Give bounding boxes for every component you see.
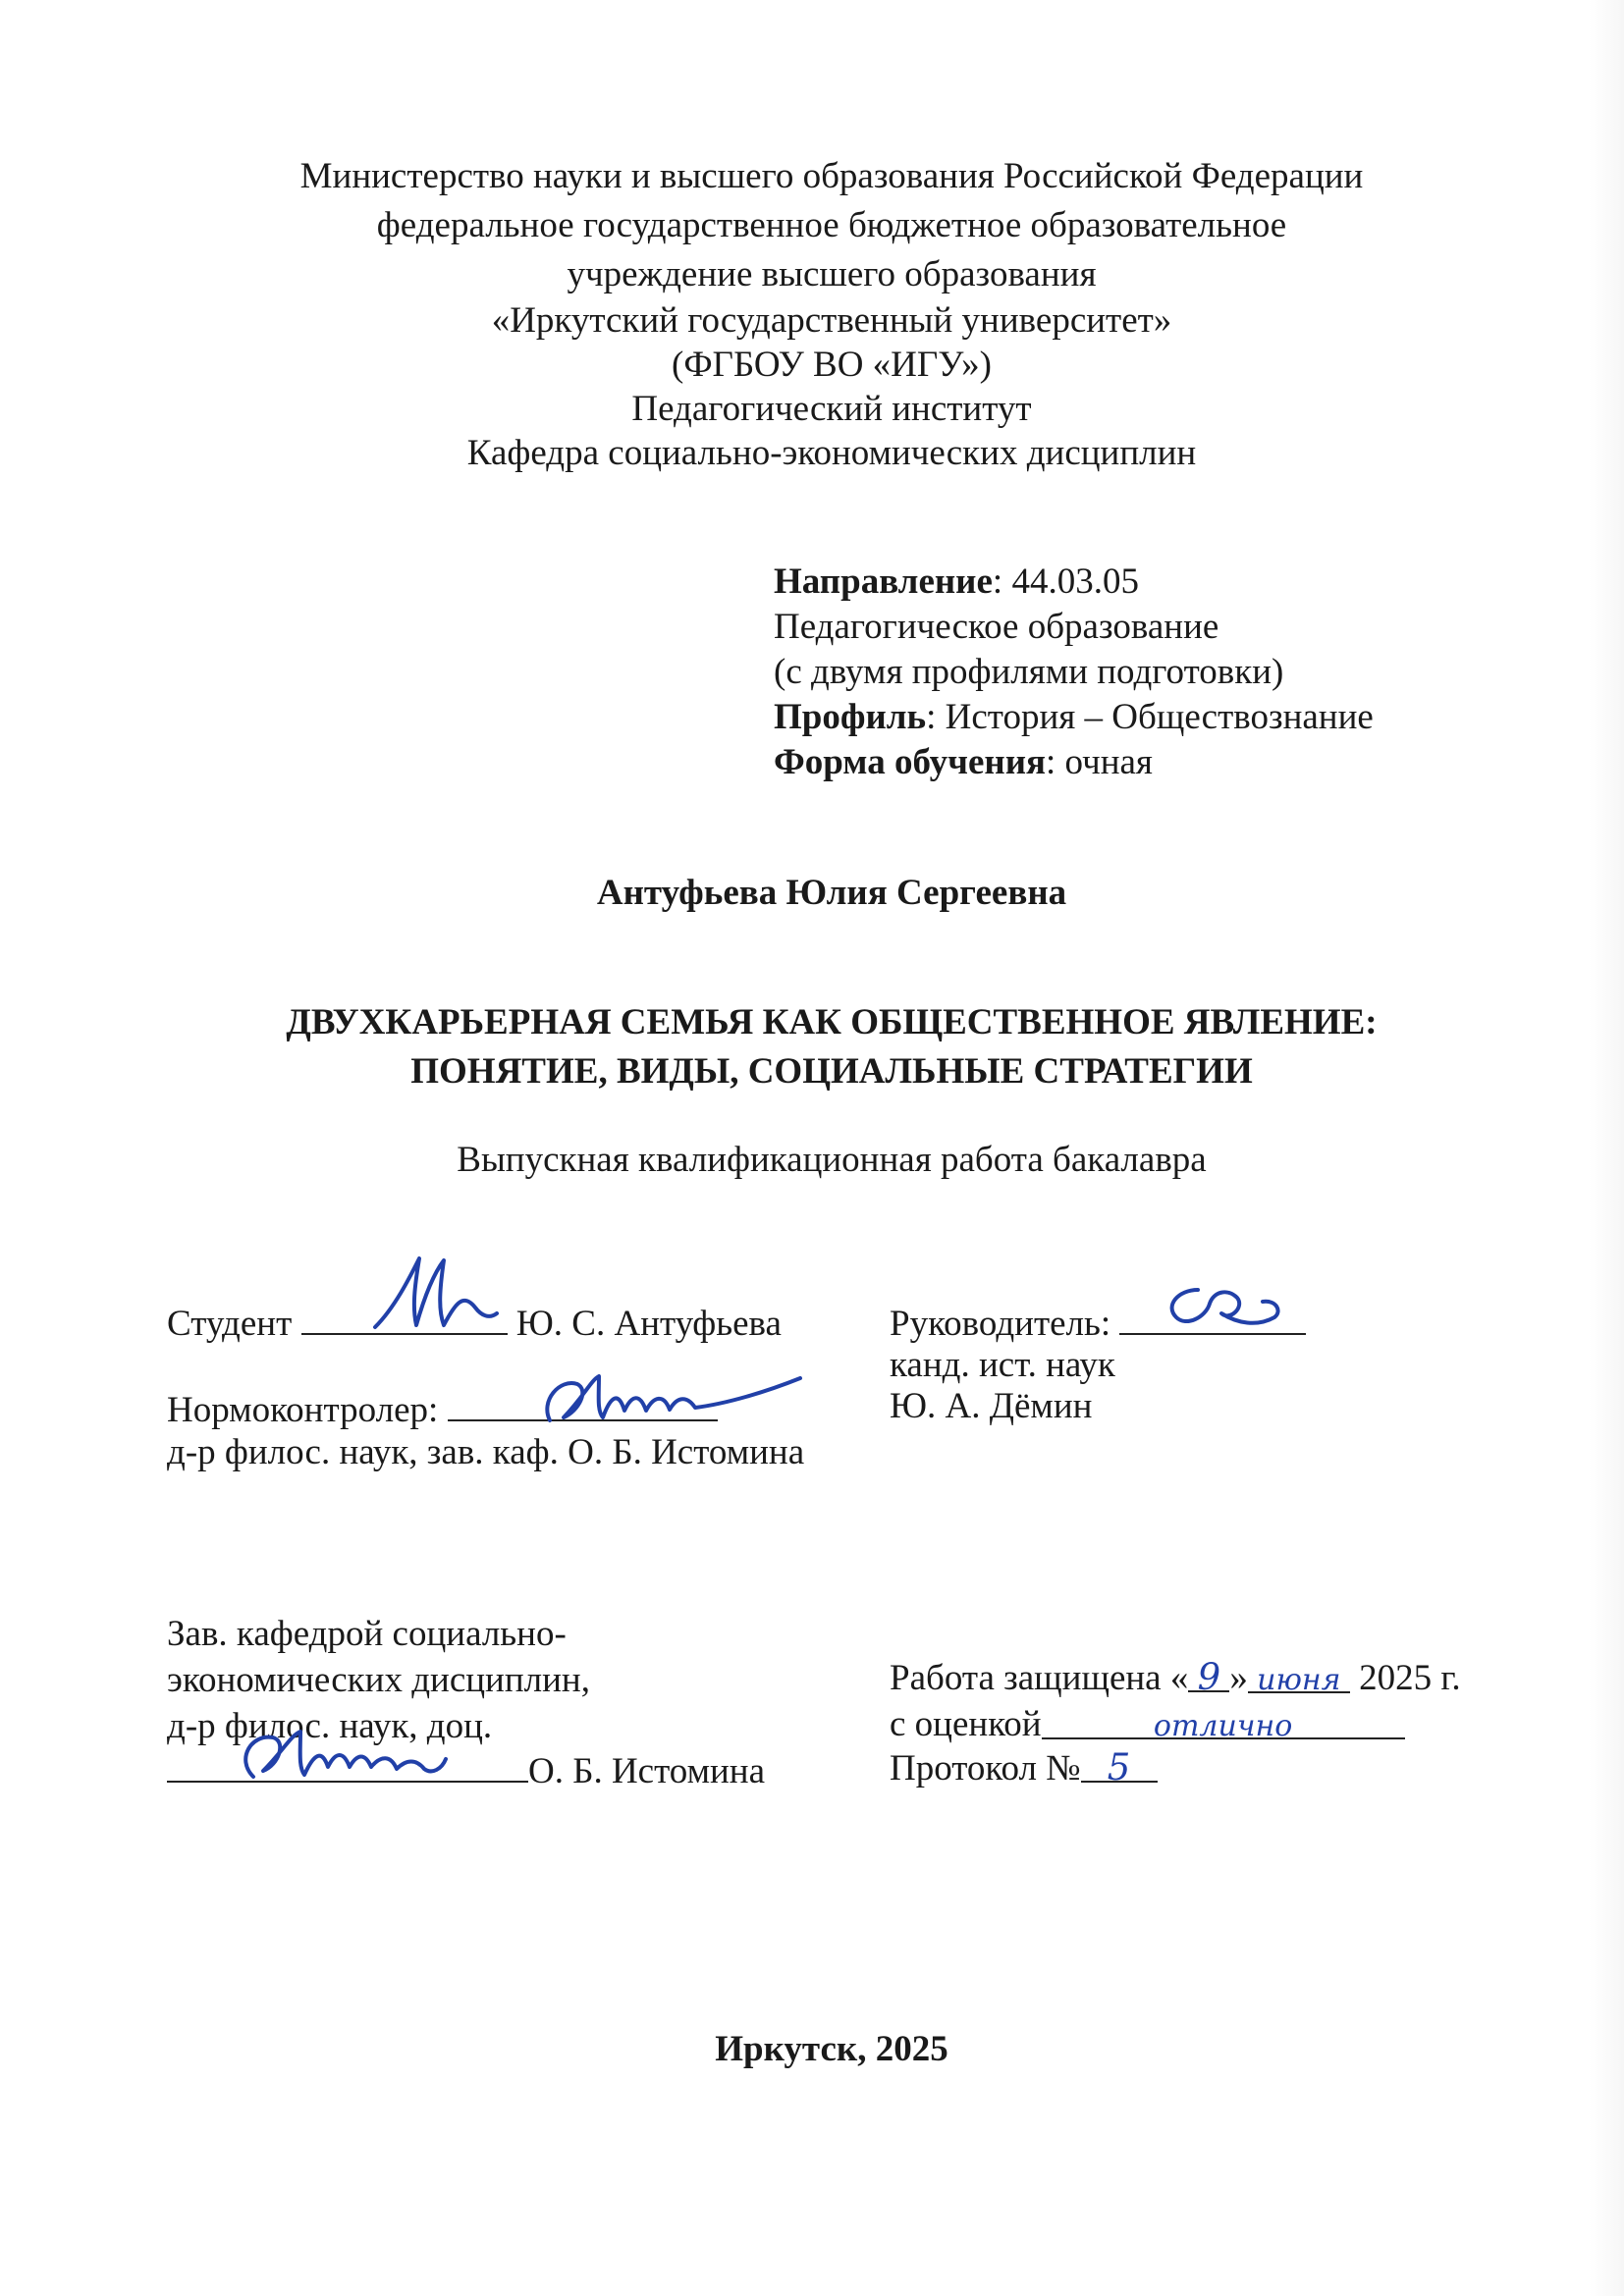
protocol-label: Протокол № [890,1748,1081,1789]
student-name: Ю. С. Антуфьева [515,1304,782,1344]
direction-name-line: Педагогическое образование [774,607,1219,647]
study-form-label: Форма обучения [774,742,1047,782]
profile-line [774,693,1374,742]
normcontrol-name: д-р филос. наук, зав. каф. О. Б. Истомина [167,1432,805,1472]
thesis-title-line-2: ПОНЯТИЕ, ВИДЫ, СОЦИАЛЬНЫЕ СТРАТЕГИИ [410,1051,1253,1092]
university-abbr: (ФГБОУ ВО «ИГУ») [672,345,992,385]
defense-day-field [1188,1653,1229,1698]
thesis-type: Выпускная квалификационная работа бакалавра [457,1140,1207,1180]
head-position-line-1: Зав. кафедрой социально- [167,1614,567,1654]
university-name: «Иркутский государственный университет» [491,300,1172,341]
direction-line [774,558,1139,607]
ministry-line: Министерство науки и высшего образования Российской Федерации [299,156,1364,196]
grade-field [1042,1700,1405,1743]
head-position-line-2: экономических дисциплин, [167,1660,590,1700]
defense-year: 2025 г. [1349,1658,1461,1698]
head-name: О. Б. Истомина [528,1751,766,1791]
direction-value: : 44.03.05 [992,561,1139,602]
supervisor-signature [1159,1278,1286,1337]
direction-note-line: (с двумя профилями подготовки) [774,652,1284,692]
grade-label: с оценкой [890,1704,1042,1744]
supervisor-degree: канд. ист. наук [890,1345,1115,1385]
study-form-line [774,738,1153,787]
head-signature [224,1720,450,1789]
institution-level-line: учреждение высшего образования [567,254,1097,294]
defense-month-field [1248,1654,1350,1697]
defense-line [890,1653,1461,1703]
protocol-field [1081,1743,1158,1789]
grade-value: отлично [1153,1709,1293,1743]
institute-name: Педагогический институт [631,389,1032,429]
direction-label: Направление [774,561,993,602]
normcontrol-signature [530,1366,805,1430]
head-degree-line: д-р филос. наук, доц. [167,1706,493,1746]
student-label: Студент [167,1304,293,1344]
protocol-number: 5 [1107,1746,1131,1789]
defense-day: 9 [1197,1656,1221,1698]
defense-month: июня [1257,1663,1341,1697]
grade-line [890,1700,1405,1749]
defense-prefix: Работа защищена « [890,1658,1189,1698]
profile-label: Профиль [774,697,927,737]
department-name: Кафедра социально-экономических дисциплин [466,433,1197,473]
supervisor-label: Руководитель: [890,1304,1111,1344]
supervisor-name: Ю. А. Дёмин [890,1386,1093,1426]
thesis-title-line-1: ДВУХКАРЬЕРНАЯ СЕМЬЯ КАК ОБЩЕСТВЕННОЕ ЯВЛЕНИЕ: [286,1002,1378,1042]
author-name: Антуфьева Юлия Сергеевна [596,873,1067,913]
student-signature [365,1249,503,1342]
defense-mid: » [1229,1658,1248,1698]
normcontrol-label: Нормоконтролер: [167,1390,439,1430]
profile-value: : История – Обществознание [926,697,1374,737]
protocol-line [890,1743,1158,1793]
institution-type-line: федеральное государственное бюджетное образовательное [376,205,1287,245]
study-form-value: : очная [1046,742,1153,782]
city-year: Иркутск, 2025 [715,2029,948,2069]
